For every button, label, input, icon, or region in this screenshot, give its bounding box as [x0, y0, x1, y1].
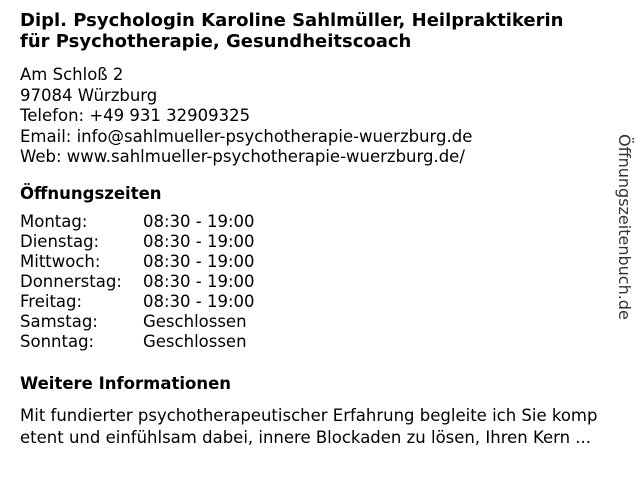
hours-time: Geschlossen: [143, 332, 247, 351]
description-line-2: etent und einfühlsam dabei, innere Blockaden zu lösen, Ihren Kern ...: [20, 427, 592, 447]
hours-row: [20, 252, 255, 272]
email-address: Email: info@sahlmueller-psychotherapie-wuerzburg.de: [20, 126, 473, 146]
address-city: 97084 Würzburg: [20, 85, 158, 105]
business-title-line-2: für Psychotherapie, Gesundheitscoach: [20, 31, 412, 52]
watermark-oeffnungszeitenbuch: [609, 134, 639, 364]
hours-time: 08:30 - 19:00: [143, 292, 255, 311]
hours-day: Dienstag:: [20, 232, 100, 251]
hours-time: 08:30 - 19:00: [143, 252, 255, 271]
hours-day: Montag:: [20, 212, 88, 231]
business-title: [20, 10, 630, 52]
hours-time: Geschlossen: [143, 312, 247, 331]
hours-day: Samstag:: [20, 312, 98, 331]
opening-hours-heading: Öffnungszeiten: [20, 184, 162, 203]
hours-day: Sonntag:: [20, 332, 95, 351]
hours-time: 08:30 - 19:00: [143, 272, 255, 291]
hours-time: 08:30 - 19:00: [143, 212, 255, 231]
further-info-heading: Weitere Informationen: [20, 374, 232, 393]
hours-day: Freitag:: [20, 292, 83, 311]
hours-row: [20, 212, 255, 232]
description-text: [20, 405, 630, 448]
website-url: Web: www.sahlmueller-psychotherapie-wuerzburg.de/: [20, 147, 465, 166]
phone-number: Telefon: +49 931 32909325: [20, 106, 251, 125]
opening-hours-table: [20, 212, 255, 352]
business-title-line-1: Dipl. Psychologin Karoline Sahlmüller, Heilpraktikerin: [20, 10, 564, 31]
hours-row: [20, 292, 255, 312]
address-street: Am Schloß 2: [20, 65, 124, 84]
hours-time: 08:30 - 19:00: [143, 232, 255, 251]
hours-day: Donnerstag:: [20, 272, 122, 291]
hours-day: Mittwoch:: [20, 252, 101, 271]
hours-row: [20, 312, 255, 332]
watermark-text: Öffnungszeitenbuch.de: [615, 134, 634, 320]
hours-row: [20, 232, 255, 252]
hours-row: [20, 332, 255, 352]
hours-row: [20, 272, 255, 292]
description-line-1: Mit fundierter psychotherapeutischer Erfahrung begleite ich Sie komp: [20, 406, 598, 425]
contact-block: [20, 65, 472, 168]
